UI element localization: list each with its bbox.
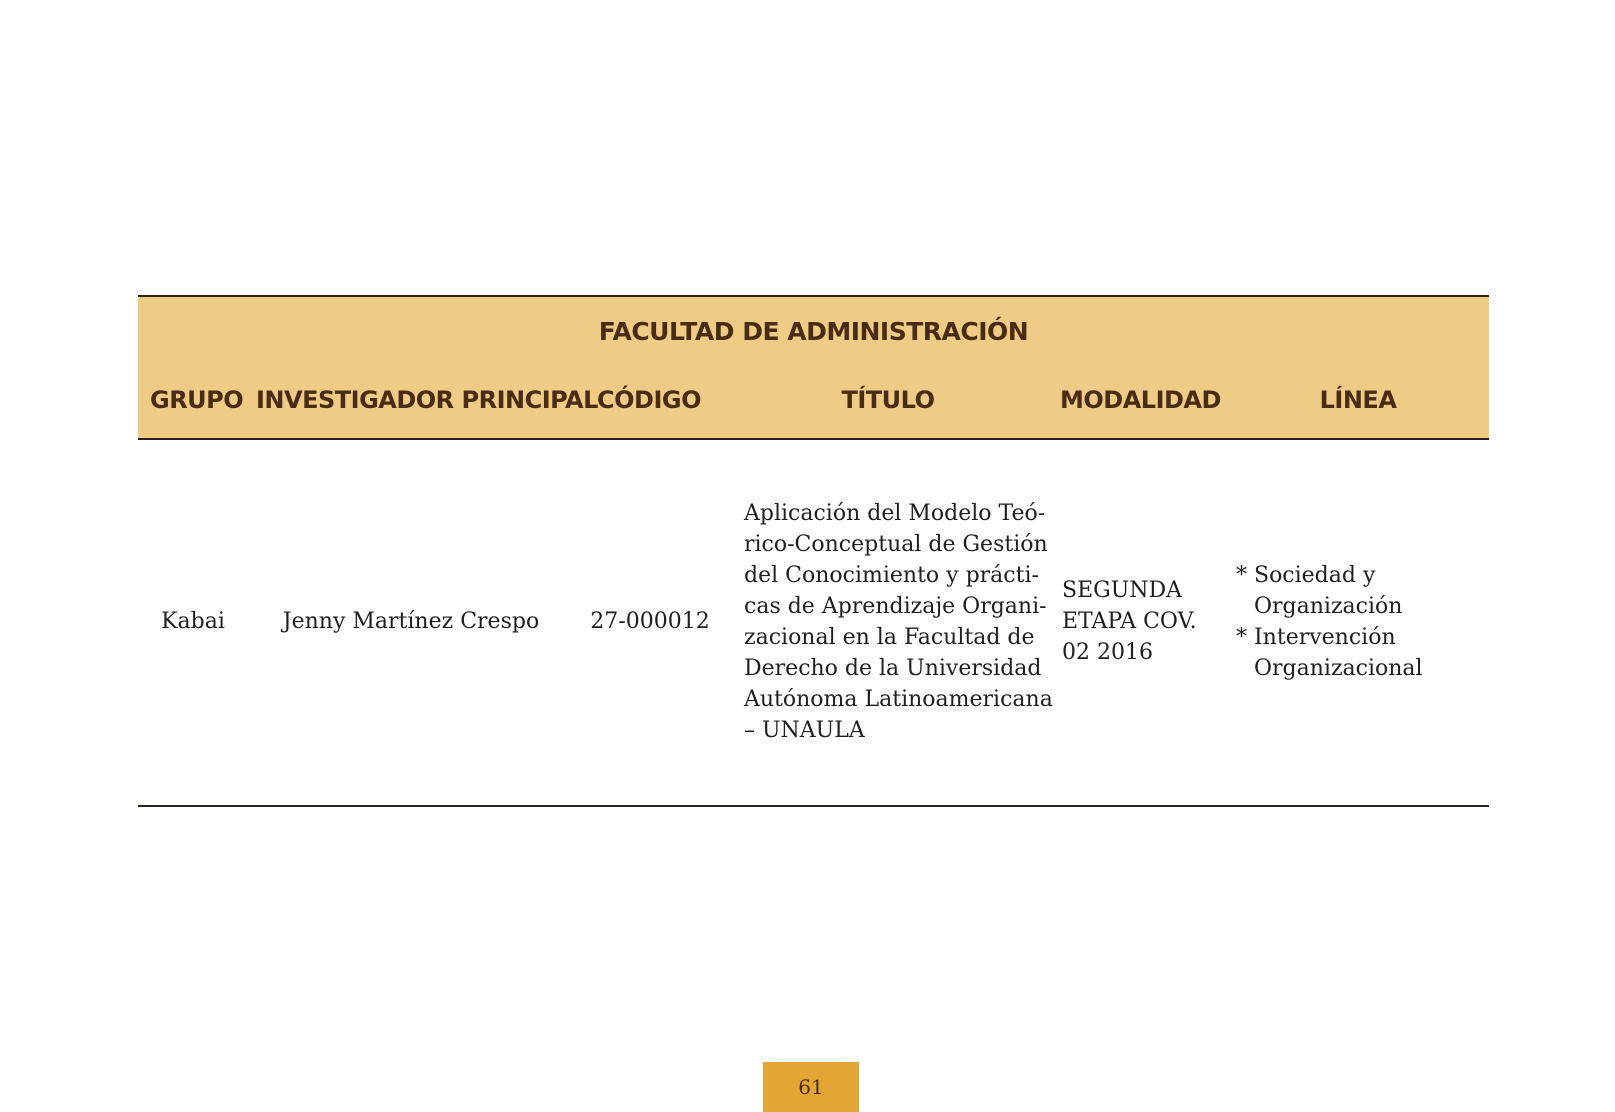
cell-modalidad <box>1062 575 1222 668</box>
linea-item: * Intervención <box>1236 625 1396 650</box>
linea-item: * Sociedad y <box>1236 563 1376 588</box>
column-header-linea: LÍNEA <box>1319 386 1397 414</box>
column-header-grupo: GRUPO <box>150 386 244 414</box>
linea-item-continuation: Organización <box>1254 594 1403 619</box>
column-header-titulo: TÍTULO <box>841 386 935 414</box>
page-number-badge: 61 <box>763 1062 859 1112</box>
titulo-line: del Conocimiento y prácti- <box>744 563 1039 588</box>
modalidad-line: 02 2016 <box>1062 640 1153 665</box>
table-row <box>138 440 1489 807</box>
faculty-title: FACULTAD DE ADMINISTRACIÓN <box>598 317 1029 346</box>
research-table <box>138 295 1489 807</box>
titulo-line: Derecho de la Universidad <box>744 656 1042 681</box>
table-header <box>138 295 1489 440</box>
cell-titulo <box>744 498 1054 746</box>
linea-item-continuation: Organizacional <box>1254 656 1423 681</box>
cell-linea <box>1236 560 1476 684</box>
modalidad-line: ETAPA COV. <box>1062 609 1197 634</box>
cell-investigador: Jenny Martínez Crespo <box>282 609 540 634</box>
titulo-line: rico-Conceptual de Gestión <box>744 532 1048 557</box>
column-header-codigo: CÓDIGO <box>597 386 701 414</box>
titulo-line: zacional en la Facultad de <box>744 625 1035 650</box>
column-header-modalidad: MODALIDAD <box>1060 386 1221 414</box>
cell-codigo: 27-000012 <box>590 609 710 634</box>
titulo-line: Autónoma Latinoamericana <box>744 687 1053 712</box>
titulo-line: Aplicación del Modelo Teó- <box>744 501 1046 526</box>
titulo-line: cas de Aprendizaje Organi- <box>744 594 1047 619</box>
cell-grupo: Kabai <box>161 609 225 634</box>
column-header-investigador: INVESTIGADOR PRINCIPAL <box>256 386 598 414</box>
modalidad-line: SEGUNDA <box>1062 578 1183 603</box>
titulo-line: – UNAULA <box>744 718 865 743</box>
